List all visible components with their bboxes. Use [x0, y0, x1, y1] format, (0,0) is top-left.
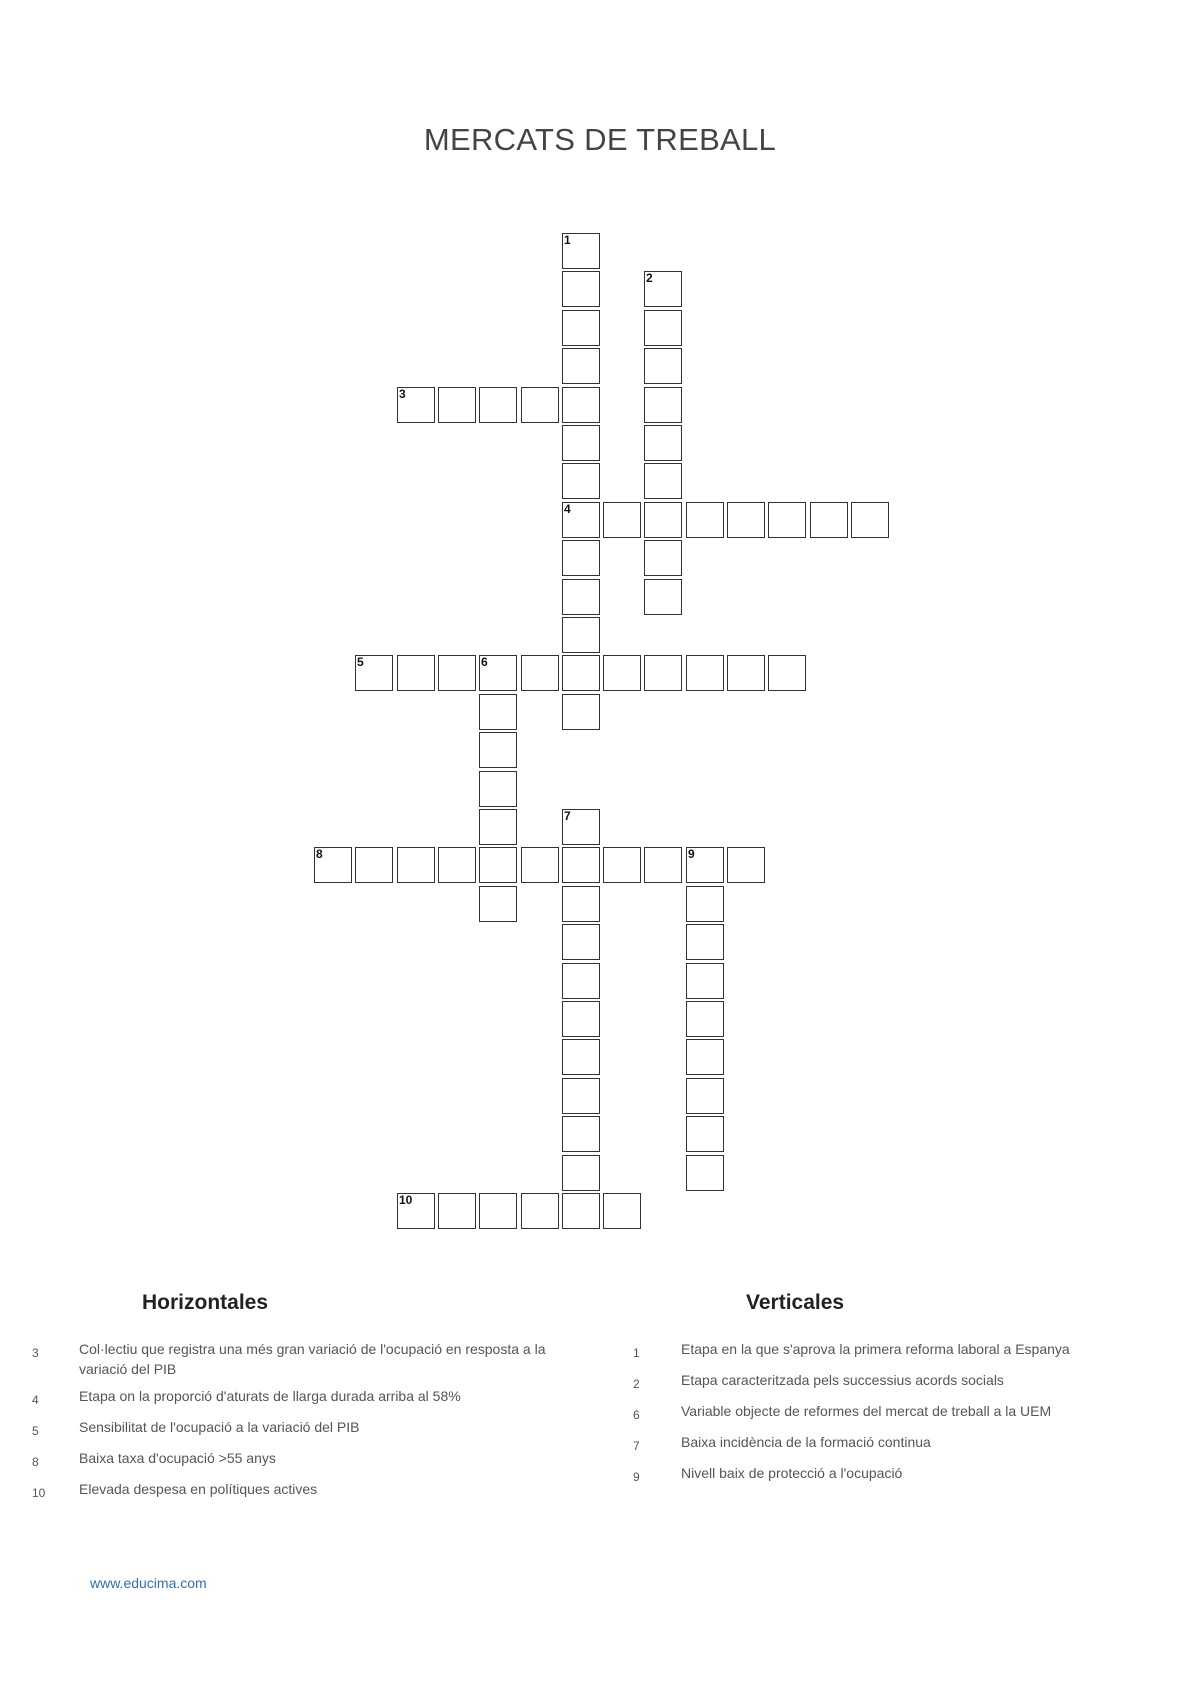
crossword-cell[interactable] — [479, 809, 517, 845]
crossword-cell[interactable] — [479, 387, 517, 423]
crossword-cell[interactable] — [562, 886, 600, 922]
clue-number: 9 — [633, 1470, 640, 1484]
crossword-cell[interactable] — [686, 655, 724, 691]
crossword-cell[interactable] — [562, 463, 600, 499]
crossword-cell[interactable] — [562, 579, 600, 615]
crossword-cell[interactable] — [603, 847, 641, 883]
crossword-cell[interactable] — [438, 1193, 476, 1229]
crossword-cell[interactable] — [562, 847, 600, 883]
crossword-cell[interactable] — [644, 310, 682, 346]
clue-text: Etapa on la proporció d'aturats de llarga durada arriba al 58% — [79, 1388, 461, 1404]
crossword-cell[interactable] — [603, 502, 641, 538]
crossword-cell[interactable] — [644, 348, 682, 384]
crossword-cell[interactable] — [603, 1193, 641, 1229]
clue-text: Etapa en la que s'aprova la primera reforma laboral a Espanya — [681, 1341, 1070, 1357]
crossword-cell[interactable] — [521, 387, 559, 423]
clue-number: 4 — [32, 1393, 39, 1407]
clue-number: 2 — [633, 1377, 640, 1391]
clue-text: Baixa incidència de la formació continua — [681, 1434, 931, 1450]
cell-number: 4 — [564, 502, 571, 516]
vertical-heading: Verticales — [746, 1291, 845, 1314]
crossword-cell[interactable] — [562, 1078, 600, 1114]
crossword-cell[interactable] — [521, 1193, 559, 1229]
crossword-cell[interactable] — [644, 425, 682, 461]
crossword-cell[interactable] — [768, 502, 806, 538]
crossword-cell[interactable] — [562, 1001, 600, 1037]
crossword-cell[interactable] — [438, 655, 476, 691]
crossword-cell[interactable] — [810, 502, 848, 538]
crossword-cell[interactable] — [644, 463, 682, 499]
crossword-cell[interactable] — [562, 348, 600, 384]
crossword-cell[interactable] — [397, 655, 435, 691]
crossword-cell[interactable] — [521, 655, 559, 691]
clue-text: Baixa taxa d'ocupació >55 anys — [79, 1450, 276, 1466]
crossword-cell[interactable] — [644, 271, 682, 307]
cell-number: 7 — [564, 809, 571, 823]
clue-number: 8 — [32, 1455, 39, 1469]
crossword-cell[interactable] — [479, 886, 517, 922]
cell-number: 6 — [481, 655, 488, 669]
clue-number: 5 — [32, 1424, 39, 1438]
crossword-cell[interactable] — [397, 847, 435, 883]
crossword-cell[interactable] — [686, 502, 724, 538]
crossword-cell[interactable] — [686, 1155, 724, 1191]
crossword-cell[interactable] — [562, 1116, 600, 1152]
crossword-cell[interactable] — [562, 271, 600, 307]
crossword-cell[interactable] — [479, 732, 517, 768]
crossword-cell[interactable] — [644, 540, 682, 576]
clue-number: 6 — [633, 1408, 640, 1422]
clue-text: Elevada despesa en polítiques actives — [79, 1481, 318, 1497]
crossword-cell[interactable] — [479, 847, 517, 883]
crossword-cell[interactable] — [686, 1116, 724, 1152]
crossword-cell[interactable] — [644, 847, 682, 883]
crossword-cell[interactable] — [644, 502, 682, 538]
crossword-cell[interactable] — [562, 655, 600, 691]
crossword-cell[interactable] — [355, 655, 393, 691]
crossword-cell[interactable] — [603, 655, 641, 691]
crossword-cell[interactable] — [562, 1155, 600, 1191]
crossword-cell[interactable] — [686, 1001, 724, 1037]
crossword-cell[interactable] — [438, 847, 476, 883]
page-title: MERCATS DE TREBALL — [423, 122, 777, 157]
crossword-cell[interactable] — [562, 425, 600, 461]
clue-text: Sensibilitat de l'ocupació a la variació del PIB — [79, 1419, 360, 1435]
crossword-cell[interactable] — [562, 924, 600, 960]
crossword-cell[interactable] — [562, 694, 600, 730]
crossword-cell[interactable] — [562, 540, 600, 576]
crossword-cell[interactable] — [562, 233, 600, 269]
clue-number: 3 — [32, 1346, 39, 1360]
clue-number: 7 — [633, 1439, 640, 1453]
crossword-cell[interactable] — [562, 310, 600, 346]
crossword-cell[interactable] — [727, 847, 765, 883]
crossword-cell[interactable] — [479, 694, 517, 730]
crossword-cell[interactable] — [562, 809, 600, 845]
cell-number: 3 — [399, 387, 406, 401]
cell-number: 8 — [316, 847, 323, 861]
cell-number: 10 — [399, 1193, 413, 1207]
educima-link[interactable]: www.educima.com — [90, 1575, 207, 1591]
crossword-cell[interactable] — [727, 502, 765, 538]
crossword-cell[interactable] — [851, 502, 889, 538]
crossword-cell[interactable] — [562, 387, 600, 423]
clue-text: Etapa caracteritzada pels successius acords socials — [681, 1372, 1004, 1388]
crossword-cell[interactable] — [562, 1039, 600, 1075]
crossword-cell[interactable] — [438, 387, 476, 423]
cell-number: 9 — [688, 847, 695, 861]
crossword-cell[interactable] — [686, 963, 724, 999]
crossword-cell[interactable] — [686, 1078, 724, 1114]
crossword-cell[interactable] — [314, 847, 352, 883]
crossword-cell[interactable] — [644, 655, 682, 691]
crossword-cell[interactable] — [562, 617, 600, 653]
crossword-cell[interactable] — [562, 502, 600, 538]
crossword-cell[interactable] — [644, 579, 682, 615]
crossword-cell[interactable] — [686, 886, 724, 922]
crossword-cell[interactable] — [768, 655, 806, 691]
cell-number: 1 — [564, 233, 571, 247]
crossword-cell[interactable] — [521, 847, 559, 883]
crossword-cell[interactable] — [355, 847, 393, 883]
crossword-cell[interactable] — [644, 387, 682, 423]
crossword-cell[interactable] — [479, 655, 517, 691]
horizontal-heading: Horizontales — [142, 1291, 269, 1314]
crossword-cell[interactable] — [397, 1193, 435, 1229]
clue-text: Col·lectiu que registra una més gran variació de l'ocupació en resposta a la variació del PIB — [79, 1341, 546, 1377]
clue-text: Nivell baix de protecció a l'ocupació — [681, 1465, 903, 1481]
crossword-cell[interactable] — [686, 924, 724, 960]
crossword-cell[interactable] — [397, 387, 435, 423]
clue-number: 1 — [633, 1346, 640, 1360]
crossword-cell[interactable] — [727, 655, 765, 691]
crossword-cell[interactable] — [562, 1193, 600, 1229]
clue-number: 10 — [32, 1486, 46, 1500]
cell-number: 5 — [357, 655, 364, 669]
cell-number: 2 — [646, 271, 653, 285]
crossword-cell[interactable] — [686, 847, 724, 883]
clue-text: Variable objecte de reformes del mercat de treball a la UEM — [681, 1403, 1052, 1419]
crossword-cell[interactable] — [686, 1039, 724, 1075]
crossword-cell[interactable] — [562, 963, 600, 999]
crossword-cell[interactable] — [479, 771, 517, 807]
crossword-cell[interactable] — [479, 1193, 517, 1229]
